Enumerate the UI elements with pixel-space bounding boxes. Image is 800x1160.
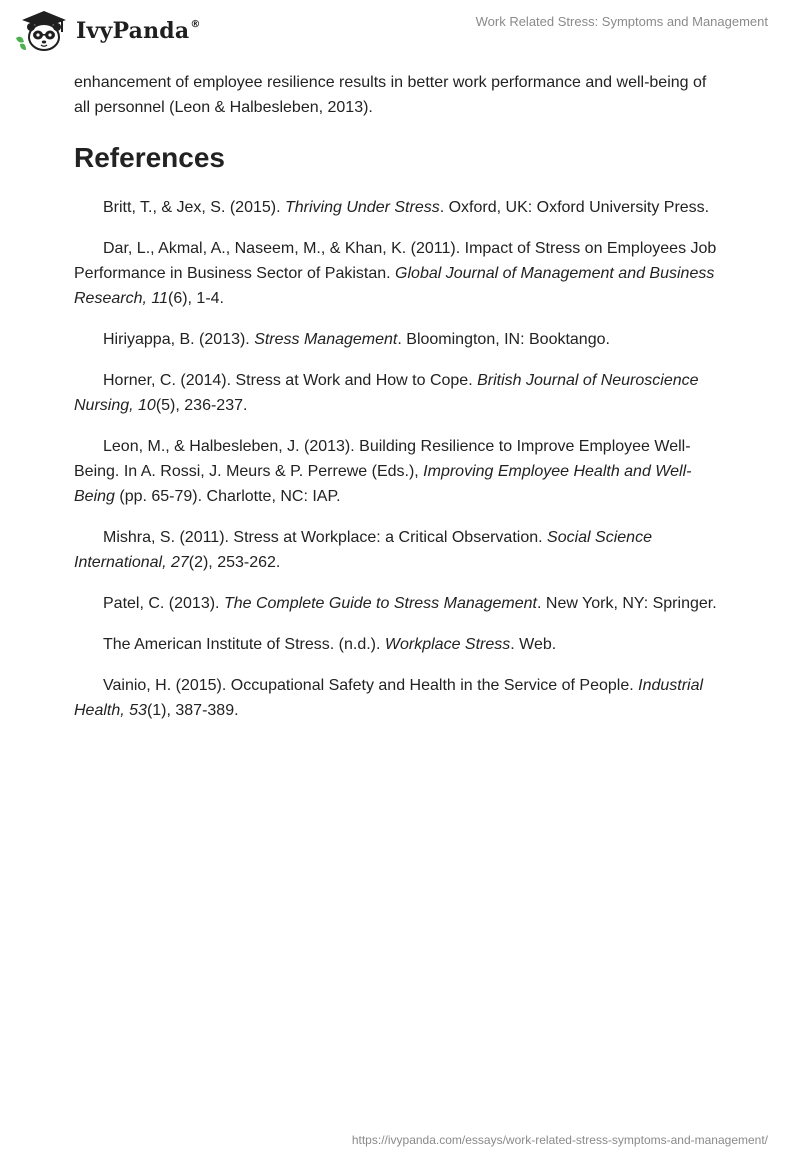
reference-entry: Patel, C. (2013). The Complete Guide to Stress Management. New York, NY: Springer. (103, 595, 717, 612)
ivypanda-logo[interactable] (14, 8, 201, 52)
reference-entry: Mishra, S. (2011). Stress at Workplace: a Critical Observation. Social Science International, 27(2), 253-262. (74, 529, 652, 571)
references-list (74, 195, 726, 723)
footer-url-link[interactable]: https://ivypanda.com/essays/work-related-stress-symptoms-and-management/ (351, 1133, 768, 1147)
logo-wordmark: IvyPanda® (76, 18, 201, 44)
reference-entry: Horner, C. (2014). Stress at Work and How to Cope. British Journal of Neuroscience Nursing, 10(5), 236-237. (74, 372, 699, 414)
reference-entry: Hiriyappa, B. (2013). Stress Management. Bloomington, IN: Booktango. (103, 331, 610, 348)
page-header (0, 0, 800, 60)
reference-entry: Vainio, H. (2015). Occupational Safety and Health in the Service of People. Industrial Health, 53(1), 387-389. (74, 677, 704, 719)
reference-entry: Dar, L., Akmal, A., Naseem, M., & Khan, K. (2011). Impact of Stress on Employees Job Performance in Business Sector of Pakistan. Global Journal of Management and Business Research, 11(6), 1-4. (74, 240, 717, 307)
reference-entry: Leon, M., & Halbesleben, J. (2013). Building Resilience to Improve Employee Well-Being. In A. Rossi, J. Meurs & P. Perrewe (Eds.), Improving Employee Health and Well-Being (pp. 65-79). Charlotte, NC: IAP. (74, 438, 692, 505)
intro-paragraph: enhancement of employee resilience results in better work performance and well-being of all personnel (Leon & Halbesleben, 2013). (74, 74, 707, 116)
references-heading: References (74, 142, 225, 173)
document-title: Work Related Stress: Symptoms and Management (475, 14, 768, 29)
page-content (74, 70, 726, 739)
reference-entry: The American Institute of Stress. (n.d.). Workplace Stress. Web. (103, 636, 557, 653)
registered-mark: ® (190, 18, 201, 30)
reference-entry: Britt, T., & Jex, S. (2015). Thriving Under Stress. Oxford, UK: Oxford University Press. (103, 199, 710, 216)
panda-graduate-icon (14, 8, 74, 52)
